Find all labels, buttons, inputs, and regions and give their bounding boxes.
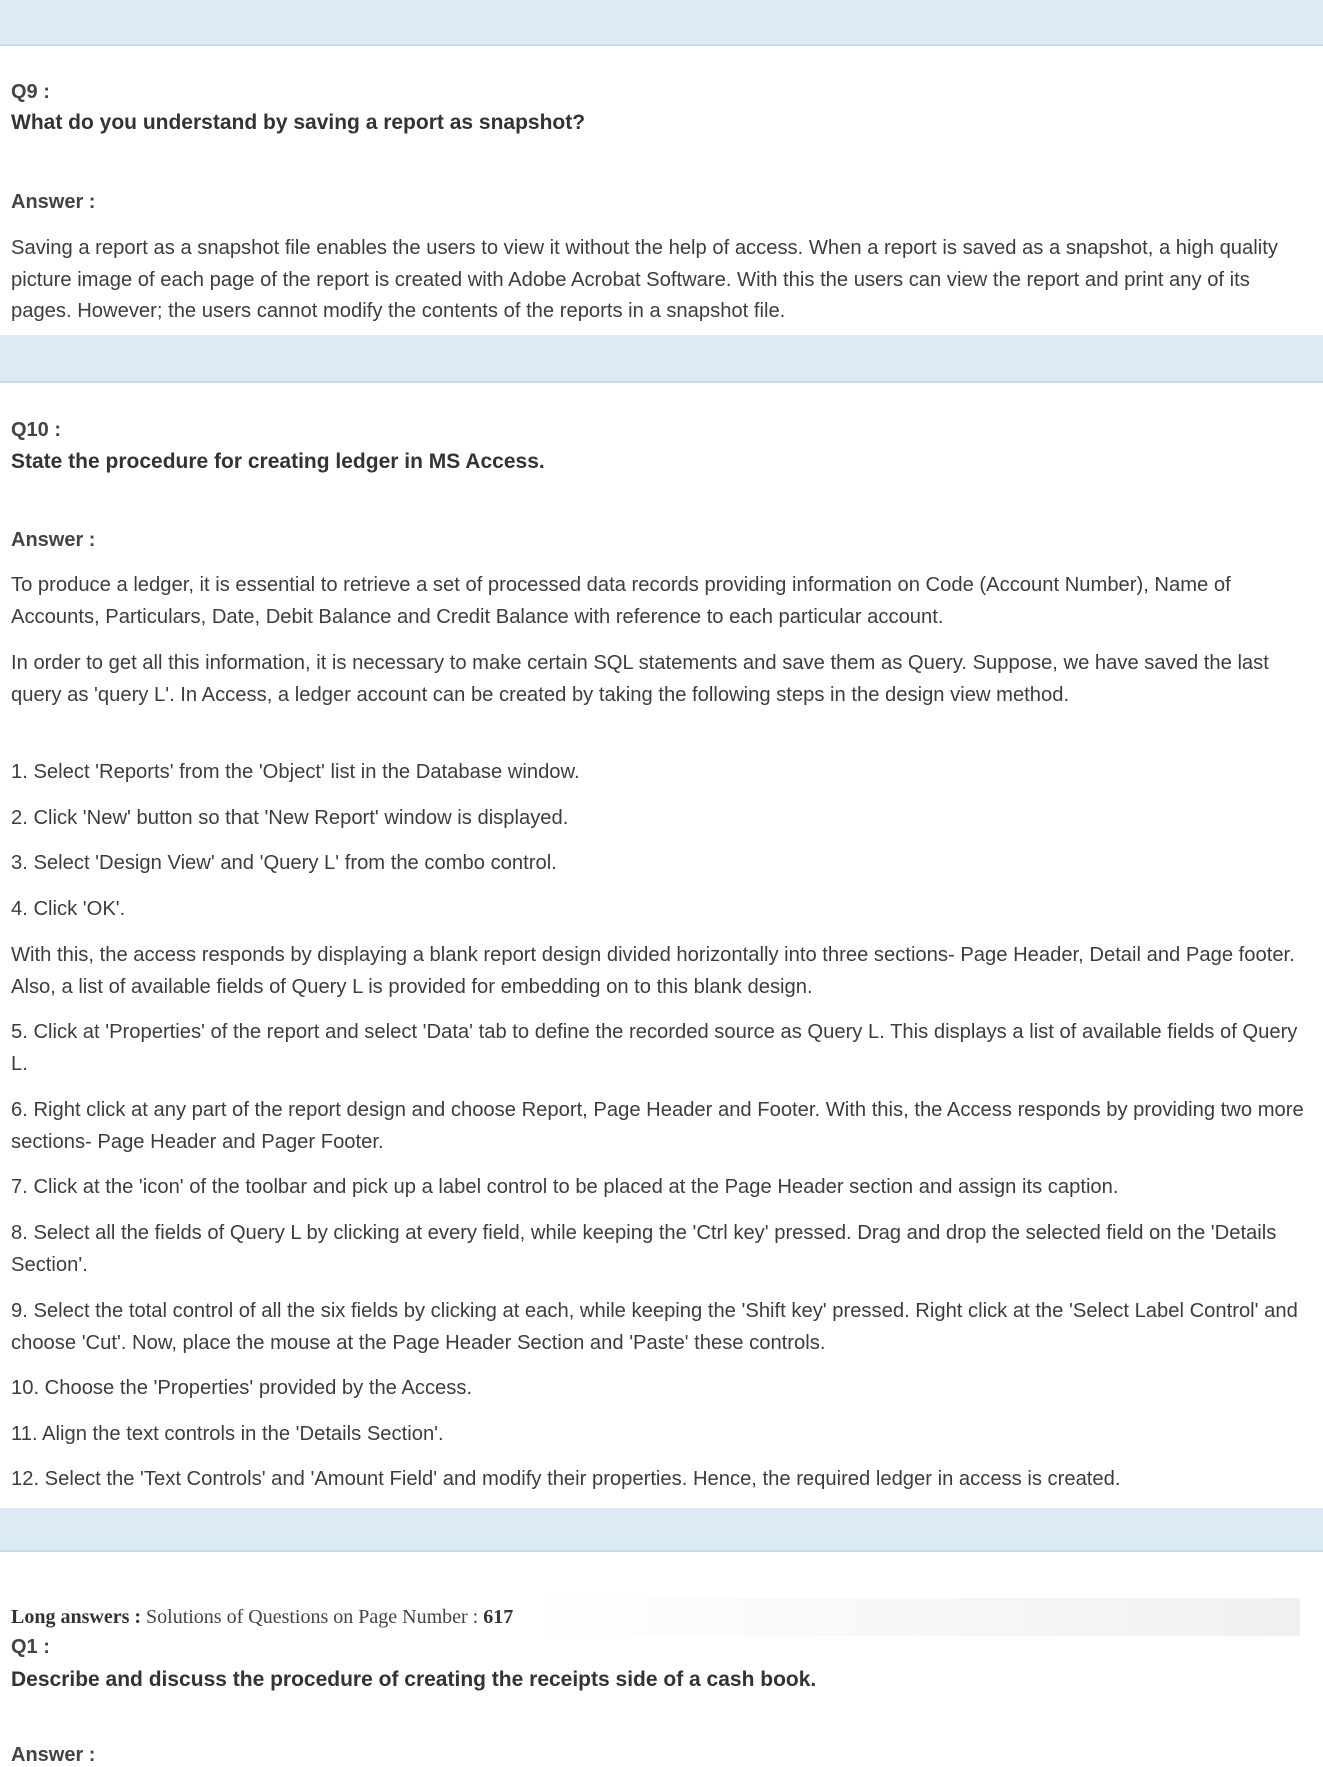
answer-step: 9. Select the total control of all the six fields by clicking at each, while keeping the 'Shift key' pressed. Right click at the 'Select Label Control' and choose 'Cut'. Now, place the mouse at the Page Header Section and 'Paste' these controls. — [11, 1300, 1298, 1354]
answer-step: 4. Click 'OK'. — [11, 898, 126, 920]
answer-label: Answer : — [11, 529, 96, 551]
answer-step: 2. Click 'New' button so that 'New Report' window is displayed. — [11, 807, 569, 829]
question-text: Describe and discuss the procedure of creating the receipts side of a cash book. — [11, 1668, 817, 1691]
answer-step: 3. Select 'Design View' and 'Query L' from the combo control. — [11, 852, 557, 874]
answer-label: Answer : — [11, 191, 96, 213]
answer-step: 8. Select all the fields of Query L by clicking at every field, while keeping the 'Ctrl key' pressed. Drag and drop the selected field on the 'Details Section'. — [11, 1222, 1277, 1276]
long-answers-text: Solutions of Questions on Page Number : — [146, 1606, 479, 1628]
answer-paragraph: In order to get all this information, it is necessary to make certain SQL statements and save them as Query. Suppose, we have saved the last query as 'query L'. In Access, a ledger account can be created by taking the following steps in the design view method. — [11, 652, 1269, 706]
question-text: What do you understand by saving a report as snapshot? — [11, 111, 586, 134]
question-number: Q10 : — [11, 419, 62, 441]
answer-label: Answer : — [11, 1744, 96, 1766]
answer-step: 10. Choose the 'Properties' provided by the Access. — [11, 1377, 473, 1399]
long-answers-label: Long answers : — [11, 1606, 142, 1628]
page-number: 617 — [483, 1606, 514, 1628]
answer-step: 7. Click at the 'icon' of the toolbar and pick up a label control to be placed at the Page Header section and assign its caption. — [11, 1176, 1119, 1198]
section-divider — [0, 1508, 1323, 1552]
answer-step: 6. Right click at any part of the report design and choose Report, Page Header and Footer. With this, the Access responds by providing two more sections- Page Header and Pager Footer. — [11, 1099, 1304, 1153]
question-number: Q9 : — [11, 81, 50, 103]
question-number: Q1 : — [11, 1636, 50, 1658]
answer-paragraph: Saving a report as a snapshot file enables the users to view it without the help of access. When a report is saved as a snapshot, a high quality picture image of each page of the report is created with Adobe Acrobat Software. With this the users can view the report and print any of its pages. However; the users cannot modify the contents of the reports in a snapshot file. — [11, 237, 1278, 322]
answer-step: 1. Select 'Reports' from the 'Object' list in the Database window. — [11, 761, 580, 783]
section-divider — [0, 335, 1323, 383]
section-divider-top — [0, 0, 1323, 46]
answer-step: 12. Select the 'Text Controls' and 'Amount Field' and modify their properties. Hence, the required ledger in access is created. — [11, 1468, 1121, 1490]
answer-paragraph: With this, the access responds by displaying a blank report design divided horizontally into three sections- Page Header, Detail and Page footer. Also, a list of available fields of Query L is provided for embedding on to this blank design. — [11, 944, 1295, 998]
answer-paragraph: To produce a ledger, it is essential to retrieve a set of processed data records providing information on Code (Account Number), Name of Accounts, Particulars, Date, Debit Balance and Credit Balance with reference to each particular account. — [11, 574, 1231, 628]
question-text: State the procedure for creating ledger in MS Access. — [11, 450, 545, 473]
answer-step: 5. Click at 'Properties' of the report and select 'Data' tab to define the recorded source as Query L. This displays a list of available fields of Query L. — [11, 1021, 1298, 1075]
long-answers-header — [0, 1598, 1300, 1636]
answer-step: 11. Align the text controls in the 'Details Section'. — [11, 1423, 444, 1445]
